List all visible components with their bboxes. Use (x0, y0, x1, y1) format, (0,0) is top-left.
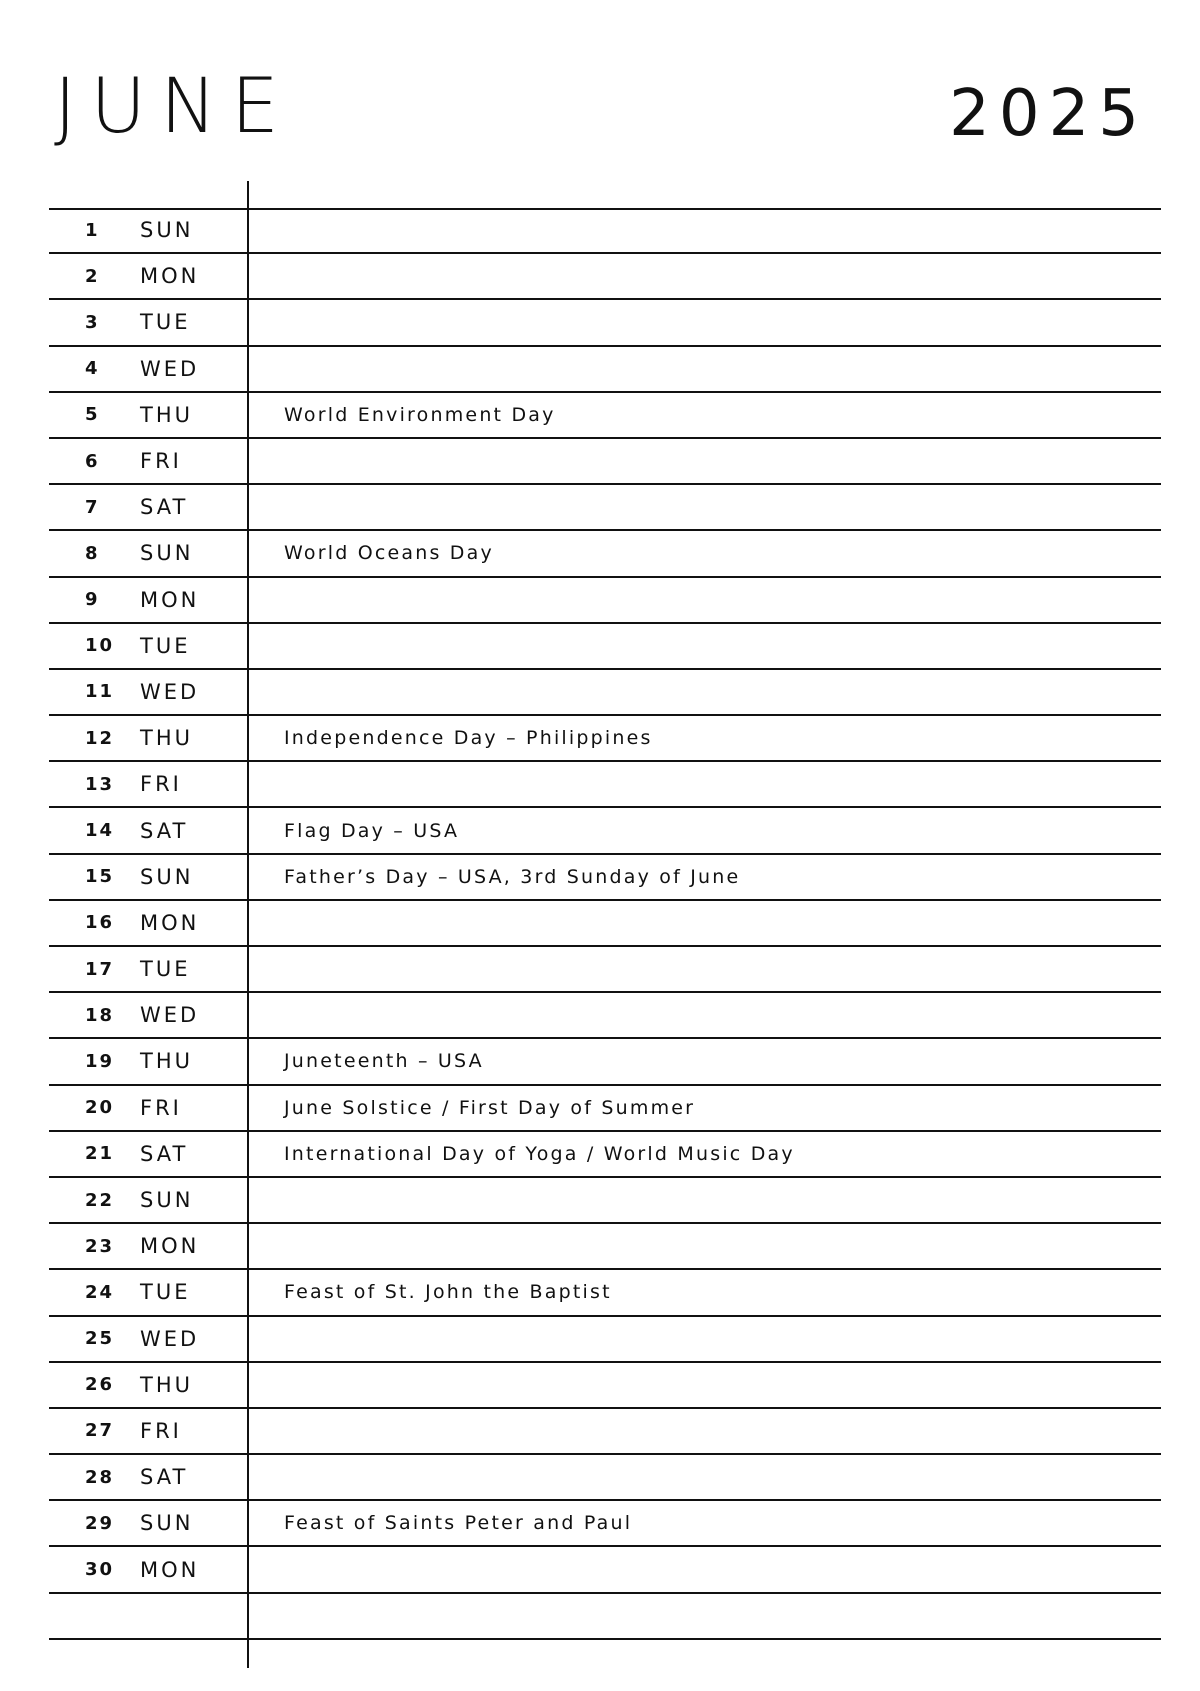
day-of-week: WED (140, 1003, 200, 1028)
day-of-week: TUE (140, 957, 191, 982)
day-of-week: SUN (140, 218, 194, 243)
day-number: 2 (85, 265, 100, 287)
day-of-week: SUN (140, 541, 194, 566)
day-of-week: WED (140, 356, 200, 381)
day-of-week: SUN (140, 1188, 194, 1213)
day-number: 19 (85, 1050, 115, 1072)
event-text: Feast of Saints Peter and Paul (284, 1512, 633, 1535)
day-number: 27 (85, 1420, 115, 1442)
day-row (49, 1270, 1161, 1316)
day-number: 29 (85, 1512, 115, 1534)
day-number: 26 (85, 1374, 115, 1396)
day-row (49, 300, 1161, 346)
day-of-week: FRI (140, 772, 182, 797)
day-of-week: FRI (140, 1095, 182, 1120)
day-row (49, 531, 1161, 577)
day-of-week: FRI (140, 449, 182, 474)
day-row (49, 855, 1161, 901)
day-number: 14 (85, 820, 115, 842)
day-number: 1 (85, 219, 100, 241)
day-row (49, 439, 1161, 485)
day-number: 13 (85, 773, 115, 795)
day-number: 9 (85, 589, 100, 611)
day-number: 6 (85, 450, 100, 472)
event-text: World Oceans Day (284, 542, 494, 565)
day-of-week: WED (140, 1326, 200, 1351)
day-number: 21 (85, 1143, 115, 1165)
day-number: 10 (85, 635, 115, 657)
day-number: 20 (85, 1097, 115, 1119)
day-row (49, 1224, 1161, 1270)
day-row (49, 1132, 1161, 1178)
event-text: World Environment Day (284, 403, 556, 426)
column-divider (247, 181, 249, 1668)
event-text: Feast of St. John the Baptist (284, 1281, 612, 1304)
day-of-week: MON (140, 264, 200, 289)
day-row (49, 393, 1161, 439)
day-number: 16 (85, 912, 115, 934)
day-number: 12 (85, 727, 115, 749)
event-text: Flag Day – USA (284, 819, 460, 842)
day-of-week: THU (140, 1049, 193, 1074)
day-row (49, 1086, 1161, 1132)
day-of-week: SAT (140, 818, 189, 843)
year-title: 2025 (949, 77, 1148, 151)
day-of-week: FRI (140, 1418, 182, 1443)
day-row (49, 578, 1161, 624)
day-number: 18 (85, 1004, 115, 1026)
month-title: JUNE (54, 61, 293, 150)
day-row (49, 947, 1161, 993)
day-number: 11 (85, 681, 115, 703)
day-row (49, 347, 1161, 393)
day-row (49, 1363, 1161, 1409)
day-table (49, 208, 1161, 1640)
day-of-week: THU (140, 402, 193, 427)
day-row (49, 762, 1161, 808)
day-row (49, 993, 1161, 1039)
day-number: 28 (85, 1466, 115, 1488)
day-number: 15 (85, 866, 115, 888)
event-text: June Solstice / First Day of Summer (284, 1096, 696, 1119)
day-row (49, 1178, 1161, 1224)
day-of-week: SAT (140, 1465, 189, 1490)
day-row (49, 208, 1161, 254)
day-of-week: SUN (140, 864, 194, 889)
day-of-week: TUE (140, 633, 191, 658)
day-of-week: MON (140, 1557, 200, 1582)
day-row (49, 254, 1161, 300)
day-row (49, 1317, 1161, 1363)
day-of-week: MON (140, 910, 200, 935)
day-number: 25 (85, 1328, 115, 1350)
day-of-week: SAT (140, 495, 189, 520)
day-row (49, 1455, 1161, 1501)
event-text: Juneteenth – USA (284, 1050, 484, 1073)
day-row (49, 624, 1161, 670)
day-number: 24 (85, 1281, 115, 1303)
day-of-week: THU (140, 726, 193, 751)
day-of-week: TUE (140, 310, 191, 335)
day-row (49, 808, 1161, 854)
day-of-week: SAT (140, 1141, 189, 1166)
day-row (49, 485, 1161, 531)
event-text: Father’s Day – USA, 3rd Sunday of June (284, 865, 741, 888)
day-number: 30 (85, 1559, 115, 1581)
day-number: 7 (85, 496, 100, 518)
day-row (49, 716, 1161, 762)
day-of-week: SUN (140, 1511, 194, 1536)
day-number: 5 (85, 404, 100, 426)
day-row (49, 670, 1161, 716)
day-row (49, 901, 1161, 947)
day-row (49, 1039, 1161, 1085)
day-number: 17 (85, 958, 115, 980)
day-number: 8 (85, 542, 100, 564)
day-row (49, 1501, 1161, 1547)
event-text: International Day of Yoga / World Music Day (284, 1142, 795, 1165)
event-text: Independence Day – Philippines (284, 727, 653, 750)
day-of-week: TUE (140, 1280, 191, 1305)
day-number: 22 (85, 1189, 115, 1211)
day-of-week: MON (140, 587, 200, 612)
day-number: 3 (85, 311, 100, 333)
day-of-week: THU (140, 1372, 193, 1397)
day-of-week: WED (140, 679, 200, 704)
day-row (49, 1547, 1161, 1593)
day-row (49, 1594, 1161, 1640)
day-of-week: MON (140, 1234, 200, 1259)
day-number: 23 (85, 1235, 115, 1257)
day-row (49, 1409, 1161, 1455)
day-number: 4 (85, 358, 100, 380)
